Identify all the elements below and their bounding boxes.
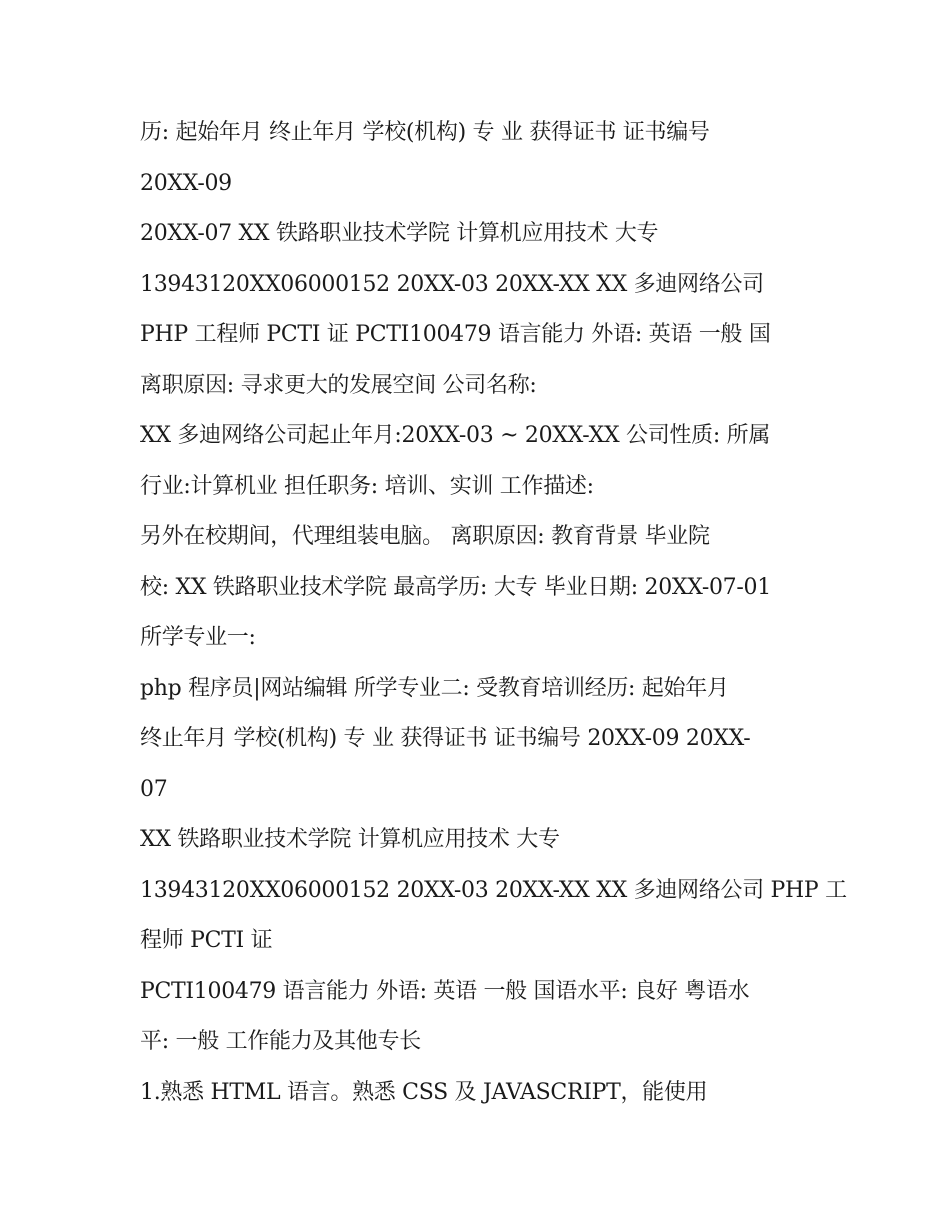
text-line: PCTI100479 语言能力 外语: 英语 一般 国语水平: 良好 粤语水: [140, 978, 750, 1004]
text-line: 终止年月 学校(机构) 专 业 获得证书 证书编号 20XX-09 20XX-: [140, 726, 751, 751]
text-line: 校: XX 铁路职业技术学院 最高学历: 大专 毕业日期: 20XX-07-01: [140, 574, 771, 600]
text-line: 1.熟悉 HTML 语言。熟悉 CSS 及 JAVASCRIPT，能使用: [140, 1079, 708, 1105]
document-body: [140, 108, 847, 1118]
text-line: 所学专业一:: [140, 625, 256, 650]
text-line: PHP 工程师 PCTI 证 PCTI100479 语言能力 外语: 英语 一般 国: [140, 322, 771, 347]
text-line: 历: 起始年月 终止年月 学校(机构) 专 业 获得证书 证书编号: [140, 120, 710, 145]
text-line: 13943120XX06000152 20XX-03 20XX-XX XX 多迪网络公司 PHP 工: [140, 877, 847, 903]
text-line: 07: [140, 776, 168, 802]
text-line: XX 铁路职业技术学院 计算机应用技术 大专: [140, 827, 560, 852]
text-line: 程师 PCTI 证: [140, 928, 273, 953]
text-line: XX 多迪网络公司起止年月:20XX-03 ~ 20XX-XX 公司性质: 所属: [140, 423, 771, 448]
text-line: 另外在校期间，代理组装电脑。 离职原因: 教育背景 毕业院: [140, 524, 710, 549]
text-line: 20XX-07 XX 铁路职业技术学院 计算机应用技术 大专: [140, 221, 659, 246]
text-line: 平: 一般 工作能力及其他专长: [140, 1029, 421, 1054]
text-line: 离职原因: 寻求更大的发展空间 公司名称:: [140, 372, 537, 398]
text-line: 行业:计算机业 担任职务: 培训、实训 工作描述:: [140, 473, 594, 499]
text-line: php 程序员|网站编辑 所学专业二: 受教育培训经历: 起始年月: [140, 675, 729, 701]
text-line: 13943120XX06000152 20XX-03 20XX-XX XX 多迪网络公司: [140, 271, 764, 297]
text-line: 20XX-09: [140, 170, 232, 196]
